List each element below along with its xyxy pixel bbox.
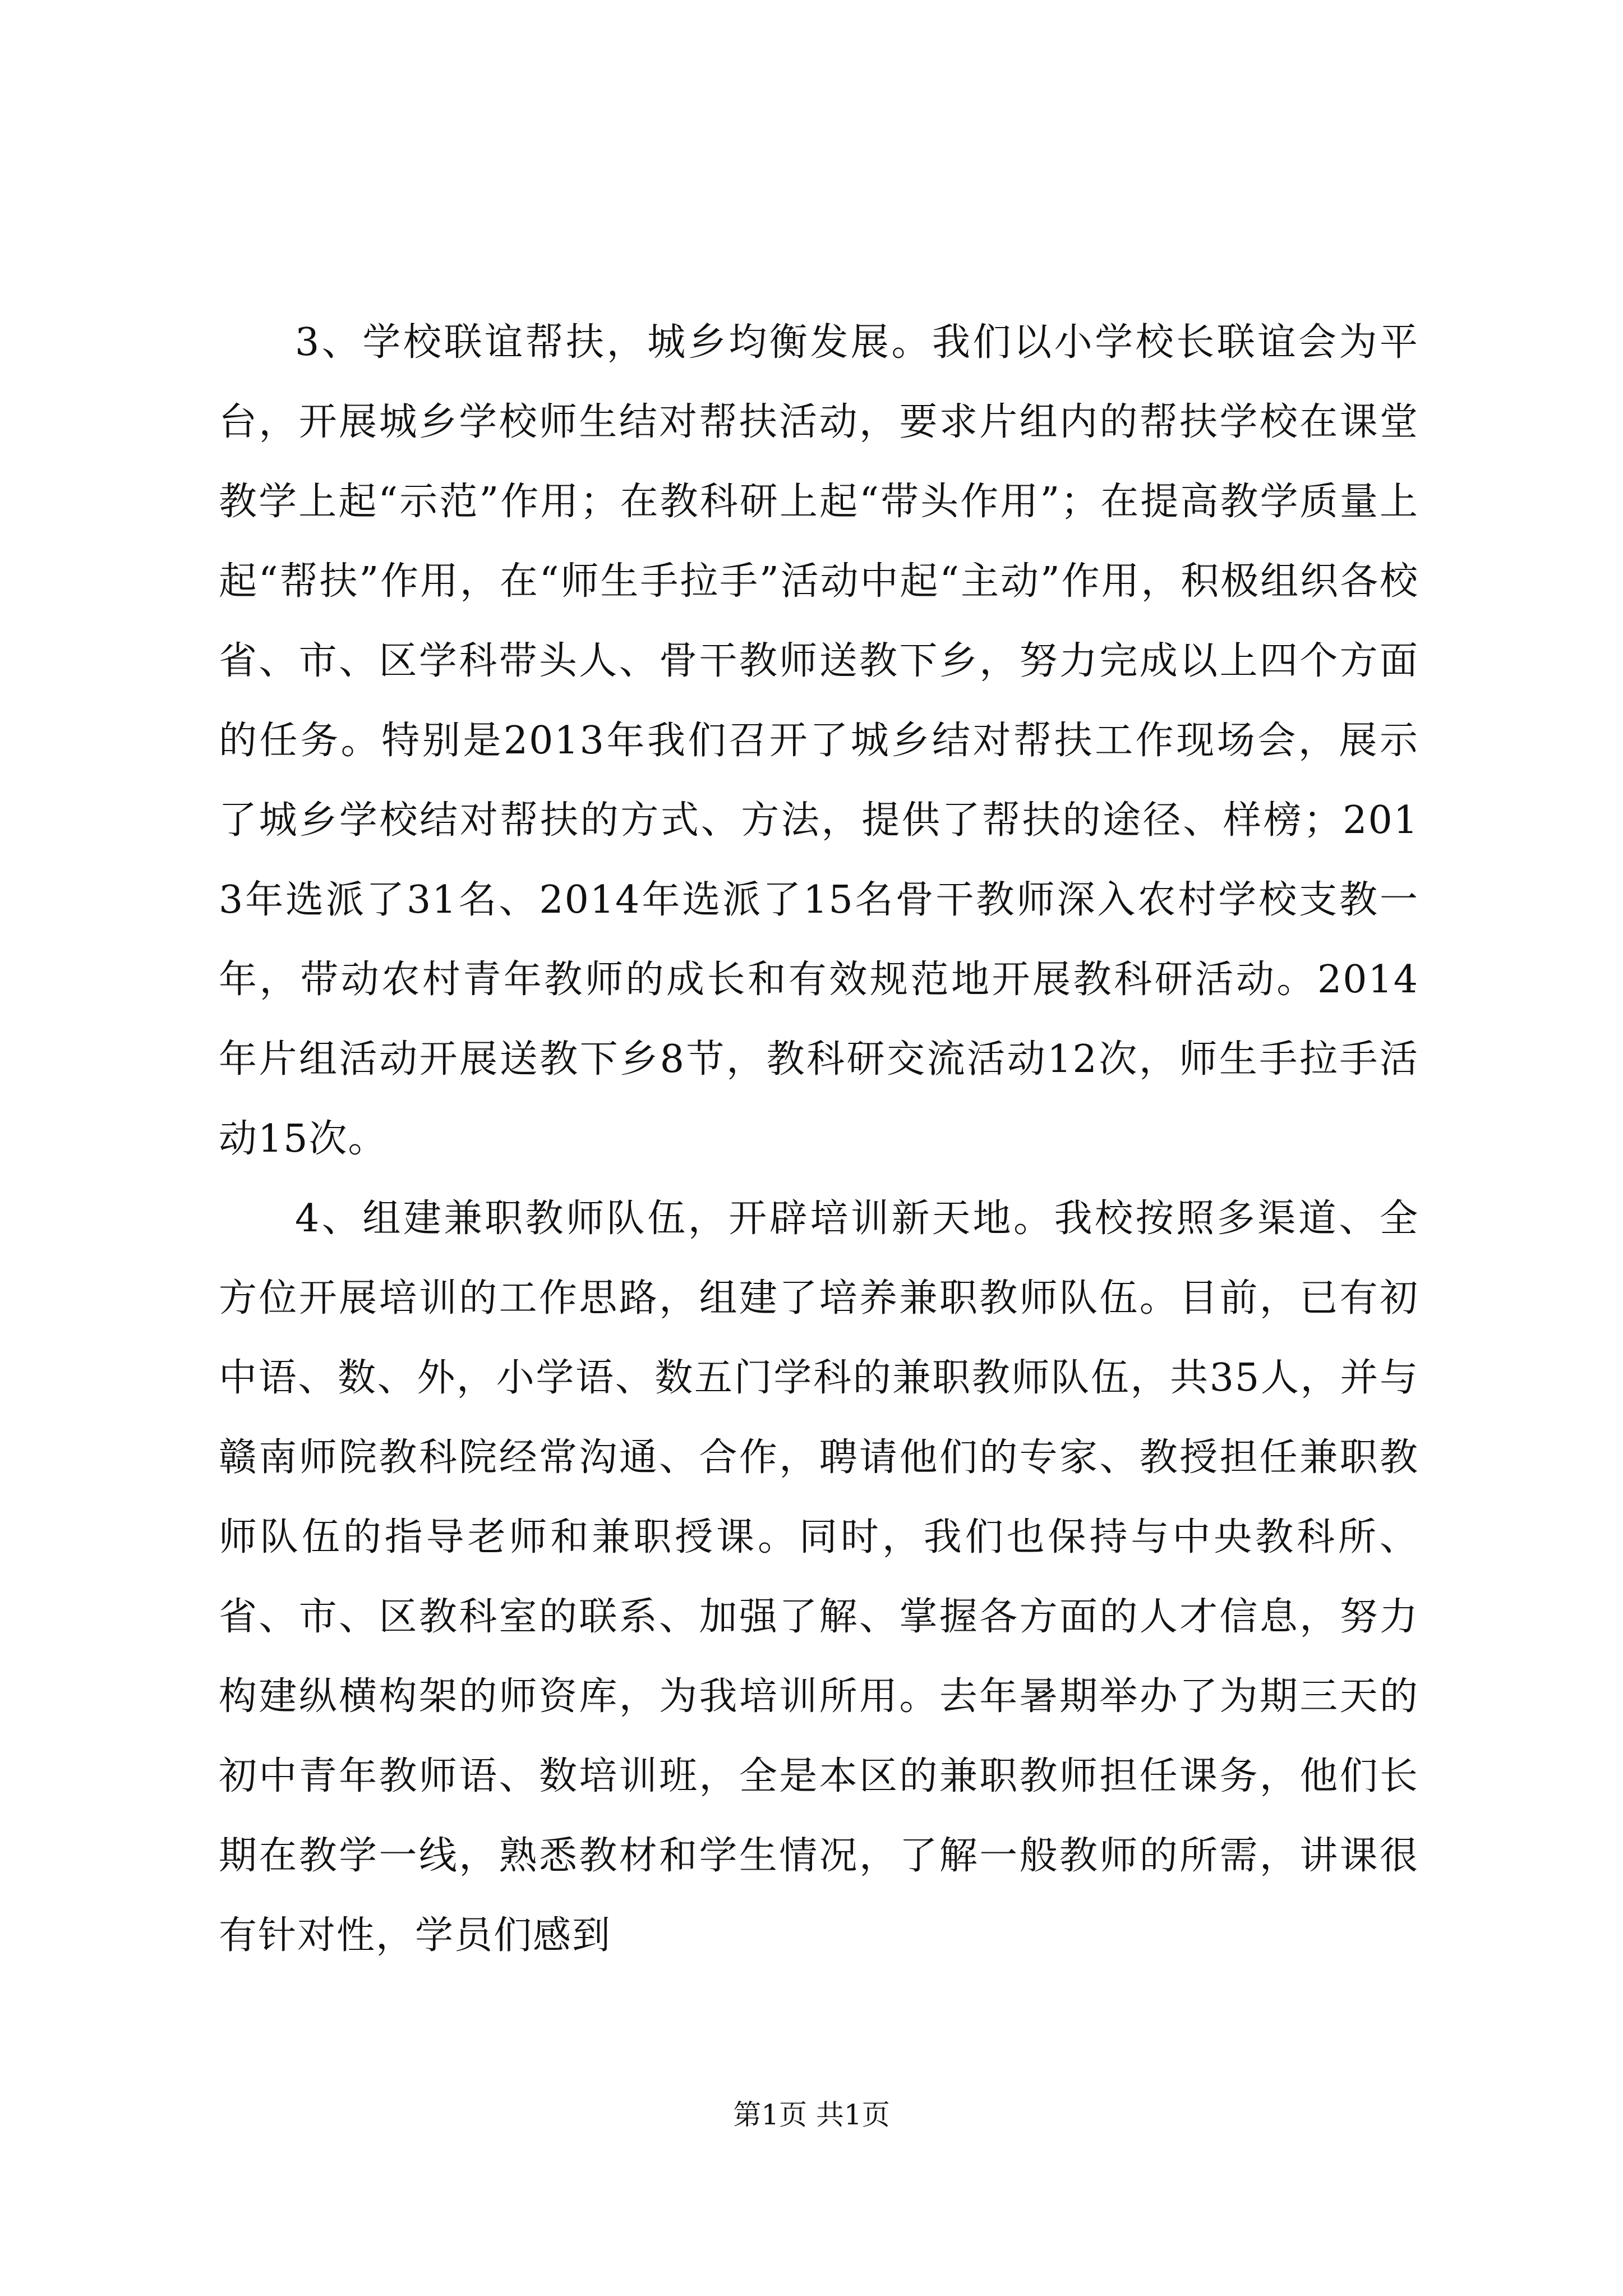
document-body <box>219 303 1419 1976</box>
paragraph-part-time-teachers: 4、组建兼职教师队伍，开辟培训新天地。我校按照多渠道、全方位开展培训的工作思路，组建了培养兼职教师队伍。目前，已有初中语、数、外，小学语、数五门学科的兼职教师队伍，共35人，并与赣南师院教科院经常沟通、合作，聘请他们的专家、教授担任兼职教师队伍的指导老师和兼职授课。同时，我们也保持与中央教科所、省、市、区教科室的联系、加强了解、掌握各方面的人才信息，努力构建纵横构架的师资库，为我培训所用。去年暑期举办了为期三天的初中青年教师语、数培训班，全是本区的兼职教师担任课务，他们长期在教学一线，熟悉教材和学生情况，了解一般教师的所需，讲课很有针对性，学员们感到 <box>219 1197 1419 1958</box>
paragraph-school-partnership: 3、学校联谊帮扶，城乡均衡发展。我们以小学校长联谊会为平台，开展城乡学校师生结对帮扶活动，要求片组内的帮扶学校在课堂教学上起“示范”作用；在教科研上起“带头作用”；在提高教学质量上起“帮扶”作用，在“师生手拉手”活动中起“主动”作用，积极组织各校省、市、区学科带头人、骨干教师送教下乡，努力完成以上四个方面的任务。特别是2013年我们召开了城乡结对帮扶工作现场会，展示了城乡学校结对帮扶的方式、方法，提供了帮扶的途径、样榜；2013年选派了31名、2014年选派了15名骨干教师深入农村学校支教一年，带动农村青年教师的成长和有效规范地开展教科研活动。2014年片组活动开展送教下乡8节，教科研交流活动12次，师生手拉手活动15次。 <box>219 320 1419 1161</box>
page-footer: 第1页 共1页 <box>733 2099 890 2131</box>
